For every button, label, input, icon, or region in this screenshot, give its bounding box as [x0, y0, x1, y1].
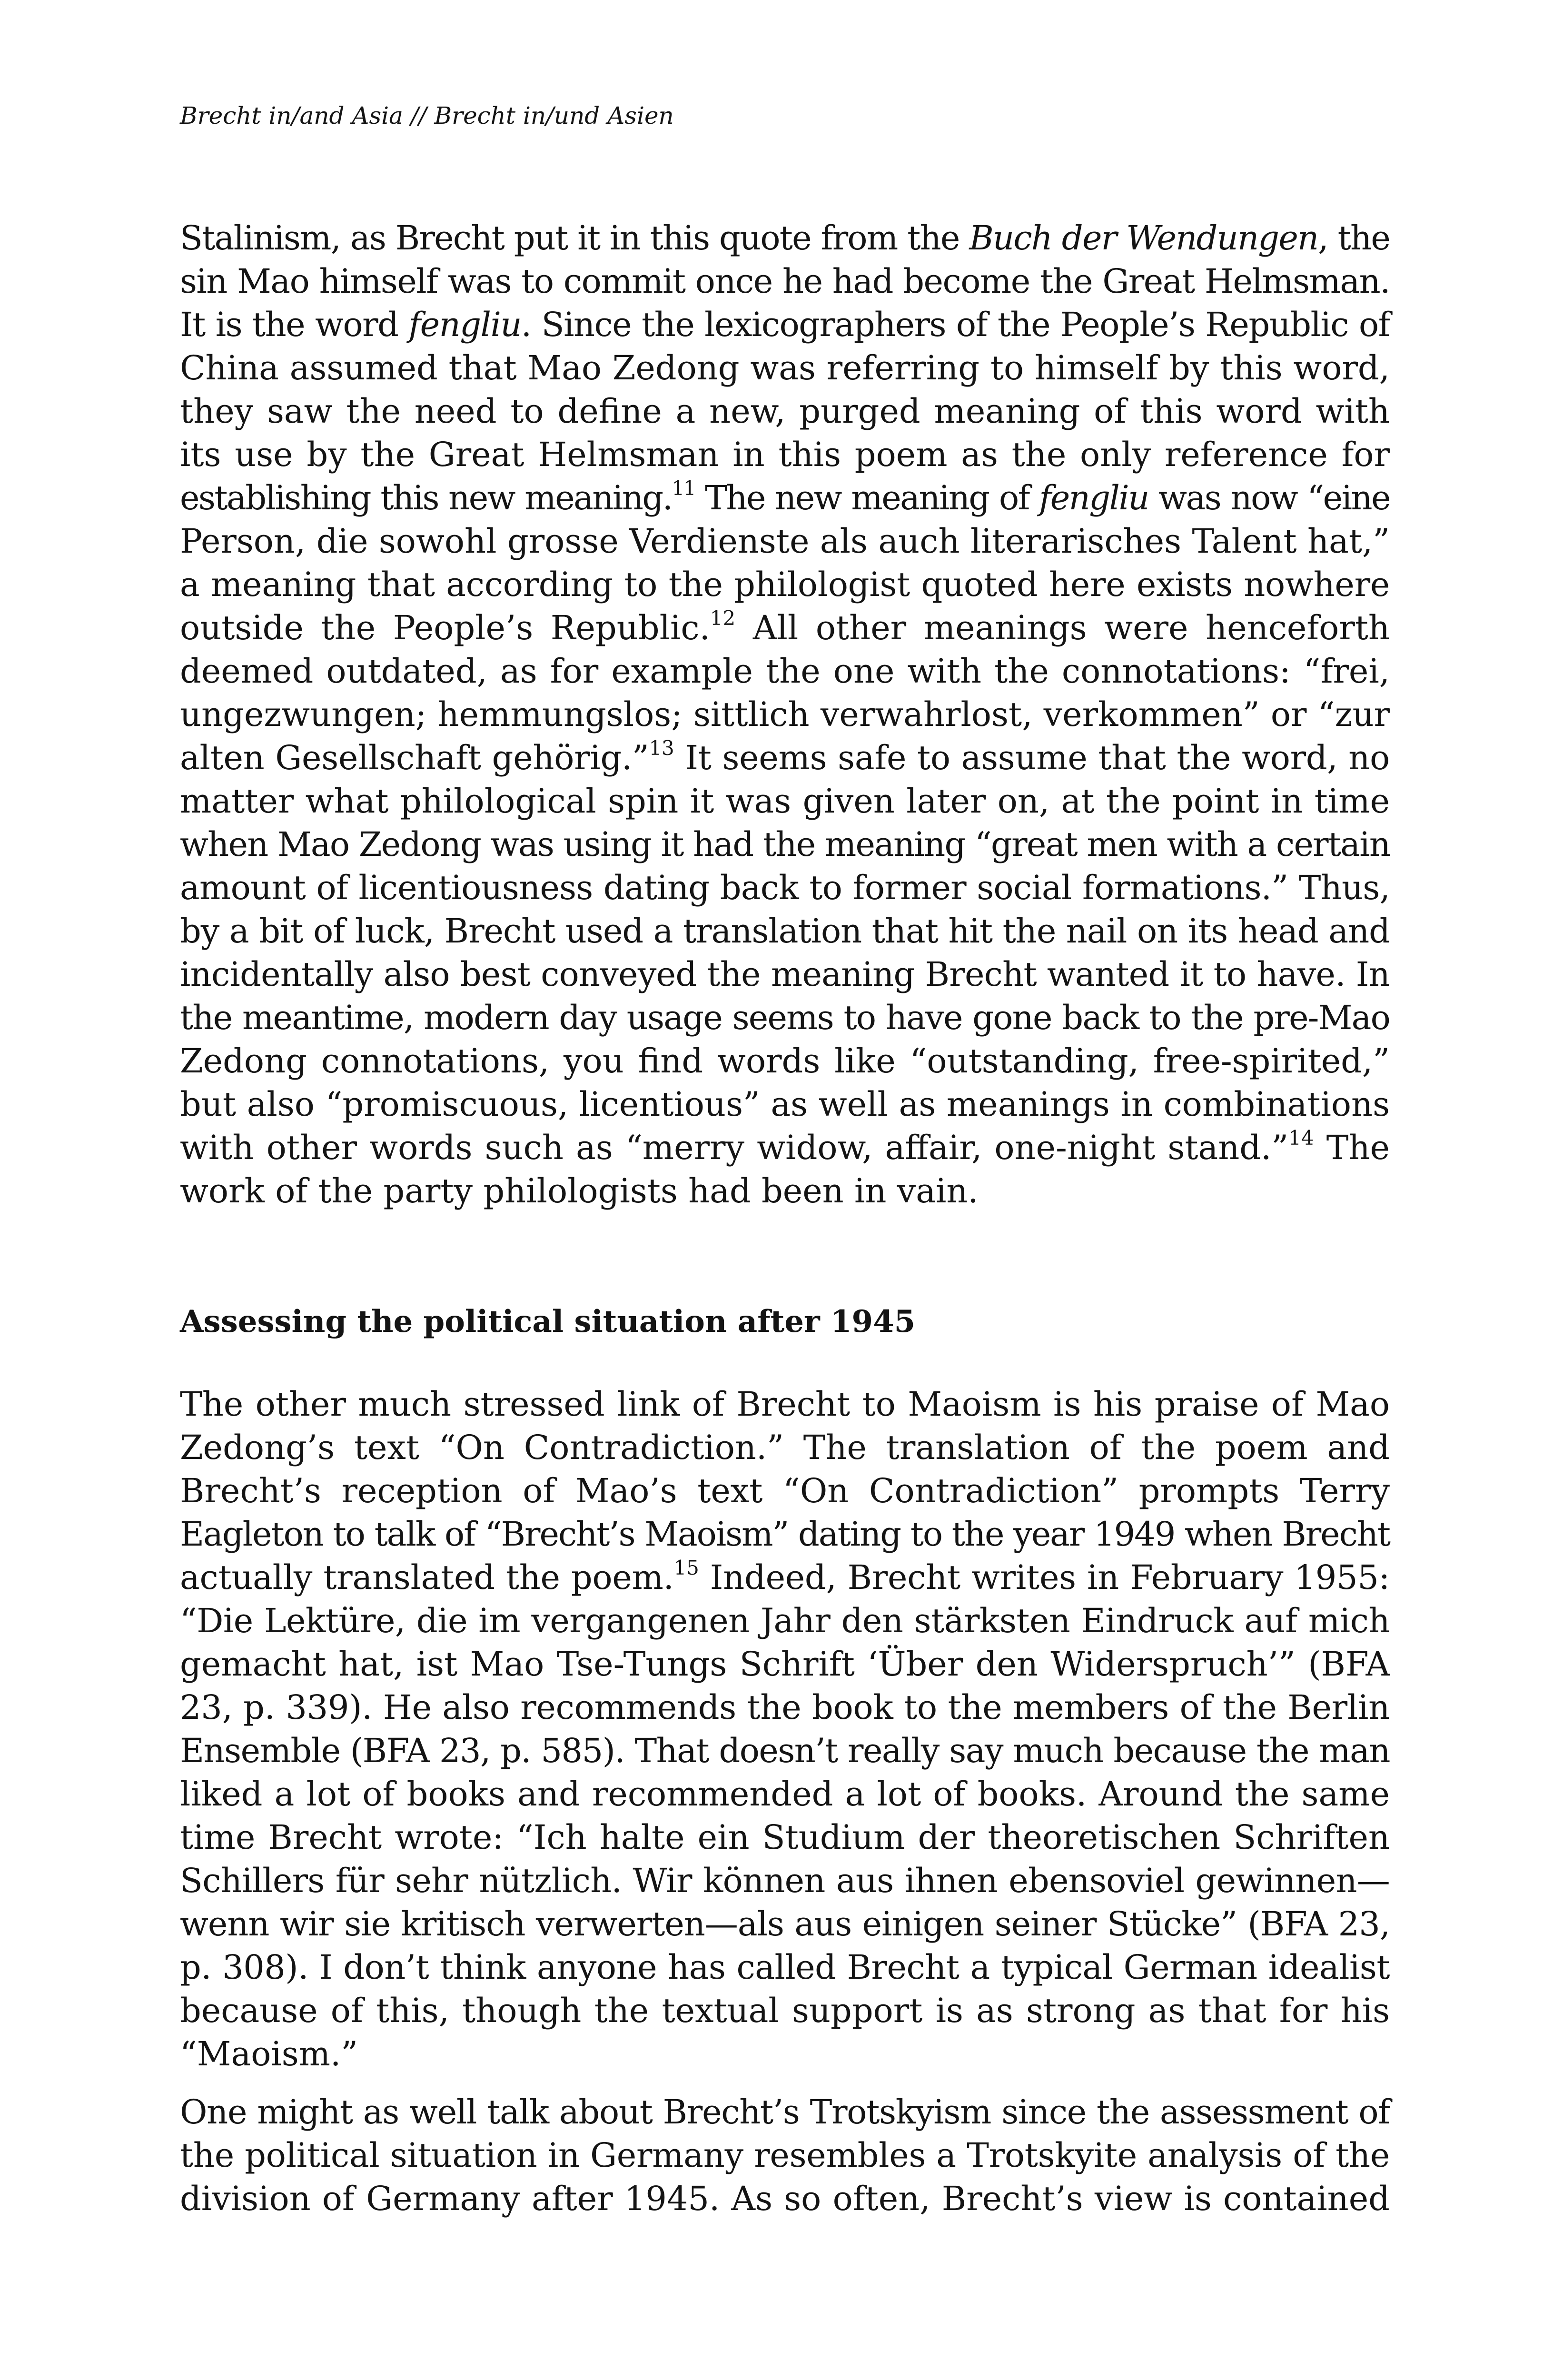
text-line: It is the word fengliu. Since the lexicographers of the People’s Republic of	[180, 305, 1390, 344]
text-line: Eagleton to talk of “Brecht’s Maoism” dating to the year 1949 when Brecht	[180, 1515, 1390, 1554]
footnote-marker: 14	[1288, 1126, 1314, 1150]
text-line: Zedong connotations, you find words like “outstanding, free-spirited,”	[180, 1041, 1390, 1081]
text-line: because of this, though the textual support is as strong as that for his	[180, 1991, 1390, 2030]
text-line: wenn wir sie kritisch verwerten—als aus einigen seiner Stücke” (BFA 23,	[180, 1904, 1390, 1944]
text-line: Zedong’s text “On Contradiction.” The translation of the poem and	[180, 1428, 1390, 1467]
text-line: “Die Lektüre, die im vergangenen Jahr den stärksten Eindruck auf mich	[180, 1601, 1390, 1640]
term-fengliu: fengliu	[1039, 478, 1148, 517]
text-line: sin Mao himself was to commit once he had become the Great Helmsman.	[180, 262, 1390, 301]
text-line: incidentally also best conveyed the meaning Brecht wanted it to have. In	[180, 955, 1390, 994]
text-line: time Brecht wrote: “Ich halte ein Studium der theoretischen Schriften	[180, 1818, 1390, 1857]
text-line: p. 308). I don’t think anyone has called Brecht a typical German idealist	[180, 1948, 1390, 1987]
text-line: liked a lot of books and recommended a lot of books. Around the same	[180, 1775, 1390, 1814]
text-line: matter what philological spin it was given later on, at the point in time	[180, 782, 1390, 821]
text-line: division of Germany after 1945. As so often, Brecht’s view is contained	[180, 2179, 1390, 2218]
text-line: but also “promiscuous, licentious” as well as meanings in combinations	[180, 1085, 1390, 1124]
text-line: amount of licentiousness dating back to former social formations.” Thus,	[180, 868, 1390, 907]
text-line: The other much stressed link of Brecht to Maoism is his praise of Mao	[180, 1385, 1390, 1424]
term-fengliu: fengliu	[408, 305, 521, 344]
paragraph-2	[180, 1383, 1390, 2076]
text-line: with other words such as “merry widow, affair, one-night stand.”$^{14}$ The	[180, 1126, 1390, 1167]
text-line: gemacht hat, ist Mao Tse-Tungs Schrift ‘Über den Widerspruch’” (BFA	[180, 1645, 1390, 1684]
text-line: ungezwungen; hemmungslos; sittlich verwahrlost, verkommen” or “zur	[180, 695, 1390, 734]
text-line: a meaning that according to the philologist quoted here exists nowhere	[180, 565, 1390, 604]
text-line: China assumed that Mao Zedong was referring to himself by this word,	[180, 348, 1390, 387]
section-heading: Assessing the political situation after 1945	[180, 1304, 916, 1339]
text-line: by a bit of luck, Brecht used a translation that hit the nail on its head and	[180, 912, 1390, 951]
text-line: actually translated the poem.$^{15}$ Indeed, Brecht writes in February 1955:	[180, 1556, 1390, 1597]
running-head: Brecht in/and Asia // Brecht in/und Asien	[180, 102, 674, 129]
text-line: its use by the Great Helmsman in this poem as the only reference for	[180, 435, 1390, 474]
text-line: the political situation in Germany resembles a Trotskyite analysis of the	[180, 2136, 1390, 2175]
text-line: Schillers für sehr nützlich. Wir können aus ihnen ebensoviel gewinnen—	[180, 1861, 1390, 1900]
book-title: Buch der Wendungen	[969, 218, 1318, 258]
text-line: when Mao Zedong was using it had the meaning “great men with a certain	[180, 825, 1390, 864]
text-line: the meantime, modern day usage seems to have gone back to the pre-Mao	[180, 998, 1390, 1037]
footnote-marker: 15	[673, 1556, 699, 1579]
paragraph-3	[180, 2091, 1390, 2221]
text-line: deemed outdated, as for example the one with the connotations: “frei,	[180, 652, 1390, 691]
text-line: “Maoism.”	[180, 2034, 358, 2073]
text-line: Brecht’s reception of Mao’s text “On Contradiction” prompts Terry	[180, 1471, 1390, 1510]
footnote-marker: 13	[649, 736, 674, 760]
text-line: work of the party philologists had been in vain.	[180, 1171, 979, 1210]
footnote-marker: 11	[672, 476, 695, 500]
text-line: One might as well talk about Brecht’s Trotskyism since the assessment of	[180, 2092, 1390, 2132]
text-line: 23, p. 339). He also recommends the book to the members of the Berlin	[180, 1688, 1390, 1727]
text-line: Stalinism, as Brecht put it in this quote from the Buch der Wendungen, the	[180, 218, 1390, 258]
footnote-marker: 12	[710, 606, 736, 630]
paragraph-1	[180, 217, 1390, 1213]
text-line: they saw the need to define a new, purged meaning of this word with	[180, 392, 1390, 431]
text-line: alten Gesellschaft gehörig.”$^{13}$ It seems safe to assume that the word, no	[180, 736, 1390, 777]
text-line: Ensemble (BFA 23, p. 585). That doesn’t really say much because the man	[180, 1731, 1390, 1770]
text-line: Person, die sowohl grosse Verdienste als auch literarisches Talent hat,”	[180, 522, 1390, 561]
text-line: outside the People’s Republic.$^{12}$ All other meanings were henceforth	[180, 606, 1390, 647]
text-line: establishing this new meaning.$^{11}$ The new meaning of fengliu was now “eine	[180, 476, 1390, 517]
